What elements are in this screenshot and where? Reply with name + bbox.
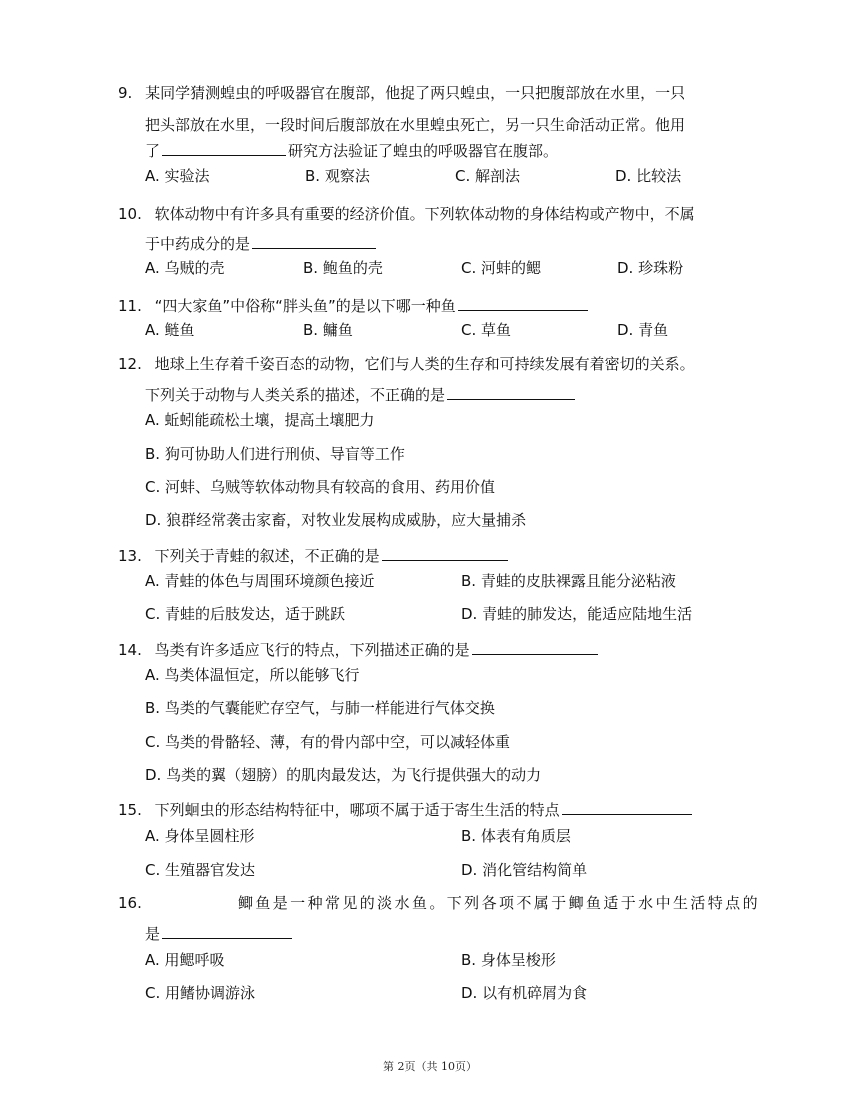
option-a[interactable]: A. 乌贼的壳 — [145, 259, 225, 277]
question-number: 11. — [118, 297, 142, 315]
question-16-line-1 — [118, 893, 760, 913]
question-text: 软体动物中有许多具有重要的经济价值。下列软体动物的身体结构或产物中，不属 — [154, 205, 695, 223]
option-c[interactable]: C. 河蚌、乌贼等软体动物具有较高的食用、药用价值 — [145, 478, 496, 496]
question-11-line-1 — [118, 294, 590, 314]
option-a[interactable]: A. 实验法 — [145, 167, 210, 185]
question-number: 13. — [118, 547, 142, 565]
question-text: 于中药成分的是 — [145, 235, 251, 253]
question-12-line-1 — [118, 354, 695, 374]
option-c[interactable]: C. 草鱼 — [461, 321, 512, 339]
option-c[interactable]: C. 解剖法 — [455, 167, 521, 185]
question-number: 9. — [118, 84, 133, 102]
option-b[interactable]: B. 狗可协助人们进行刑侦、导盲等工作 — [145, 445, 405, 463]
option-b[interactable]: B. 观察法 — [305, 167, 370, 185]
option-a[interactable]: A. 鲢鱼 — [145, 321, 195, 339]
option-d[interactable]: D. 比较法 — [615, 167, 682, 185]
question-10-line-2 — [145, 232, 378, 252]
option-d[interactable]: D. 鸟类的翼（翅膀）的肌肉最发达，为飞行提供强大的动力 — [145, 766, 542, 784]
option-b[interactable]: B. 身体呈梭形 — [461, 951, 556, 969]
option-d[interactable]: D. 消化管结构简单 — [461, 861, 588, 879]
option-d[interactable]: D. 珍珠粉 — [617, 259, 684, 277]
option-c[interactable]: C. 河蚌的鳃 — [461, 259, 542, 277]
question-text: 研究方法验证了蝗虫的呼吸器官在腹部。 — [288, 142, 559, 160]
question-text: 把头部放在水里，一段时间后腹部放在水里蝗虫死亡，另一只生命活动正常。他用 — [145, 116, 686, 134]
question-text: 下列关于动物与人类关系的描述，不正确的是 — [145, 386, 446, 404]
question-14-line-1 — [118, 638, 600, 658]
question-text: 某同学猜测蝗虫的呼吸器官在腹部，他捉了两只蝗虫，一只把腹部放在水里，一只 — [145, 84, 686, 102]
question-text: 是 — [145, 925, 161, 943]
option-d[interactable]: D. 青蛙的肺发达，能适应陆地生活 — [461, 605, 693, 623]
option-b[interactable]: B. 青蛙的皮肤裸露且能分泌粘液 — [461, 572, 676, 590]
question-text: “四大家鱼”中俗称“胖头鱼”的是以下哪一种鱼 — [154, 297, 456, 315]
option-a[interactable]: A. 蚯蚓能疏松土壤，提高土壤肥力 — [145, 411, 375, 429]
answer-blank[interactable] — [162, 922, 292, 939]
question-15-line-1 — [118, 798, 694, 818]
option-b[interactable]: B. 鸟类的气囊能贮存空气，与肺一样能进行气体交换 — [145, 699, 495, 717]
question-text: 鲫鱼是一种常见的淡水鱼。下列各项不属于鲫鱼适于水中生活特点的 — [237, 894, 760, 912]
question-text: 了 — [145, 142, 161, 160]
answer-blank[interactable] — [162, 139, 286, 156]
option-b[interactable]: B. 体表有角质层 — [461, 827, 571, 845]
answer-blank[interactable] — [252, 232, 376, 249]
answer-blank[interactable] — [472, 638, 598, 655]
option-b[interactable]: B. 鲍鱼的壳 — [303, 259, 383, 277]
option-d[interactable]: D. 狼群经常袭击家畜，对牧业发展构成威胁，应大量捕杀 — [145, 511, 527, 529]
question-13-line-1 — [118, 544, 510, 564]
page-footer: 第 2页（共 10页） — [383, 1060, 477, 1073]
question-10-line-1 — [118, 204, 695, 224]
option-c[interactable]: C. 鸟类的骨骼轻、薄，有的骨内部中空，可以减轻体重 — [145, 733, 511, 751]
question-text: 下列蛔虫的形态结构特征中，哪项不属于适于寄生生活的特点 — [154, 801, 560, 819]
answer-blank[interactable] — [458, 294, 588, 311]
option-b[interactable]: B. 鳙鱼 — [303, 321, 353, 339]
question-9-line-2 — [145, 115, 685, 135]
option-a[interactable]: A. 鸟类体温恒定，所以能够飞行 — [145, 666, 360, 684]
question-number: 14. — [118, 641, 142, 659]
question-number: 12. — [118, 355, 142, 373]
question-number: 15. — [118, 801, 142, 819]
option-d[interactable]: D. 以有机碎屑为食 — [461, 984, 588, 1002]
option-a[interactable]: A. 青蛙的体色与周围环境颜色接近 — [145, 572, 375, 590]
question-number: 16. — [118, 894, 142, 912]
question-12-line-2 — [145, 383, 577, 403]
question-9-line-1 — [118, 83, 685, 103]
question-text: 鸟类有许多适应飞行的特点，下列描述正确的是 — [154, 641, 470, 659]
option-c[interactable]: C. 生殖器官发达 — [145, 861, 256, 879]
option-a[interactable]: A. 用鳃呼吸 — [145, 951, 225, 969]
question-number: 10. — [118, 205, 142, 223]
answer-blank[interactable] — [382, 544, 508, 561]
question-16-line-2 — [145, 922, 294, 942]
option-d[interactable]: D. 青鱼 — [617, 321, 669, 339]
option-c[interactable]: C. 青蛙的后肢发达，适于跳跃 — [145, 605, 346, 623]
option-a[interactable]: A. 身体呈圆柱形 — [145, 827, 255, 845]
option-c[interactable]: C. 用鳍协调游泳 — [145, 984, 256, 1002]
question-text: 下列关于青蛙的叙述，不正确的是 — [154, 547, 380, 565]
question-9-line-3 — [145, 139, 558, 159]
answer-blank[interactable] — [447, 383, 575, 400]
question-text: 地球上生存着千姿百态的动物，它们与人类的生存和可持续发展有着密切的关系。 — [154, 355, 695, 373]
answer-blank[interactable] — [562, 798, 692, 815]
